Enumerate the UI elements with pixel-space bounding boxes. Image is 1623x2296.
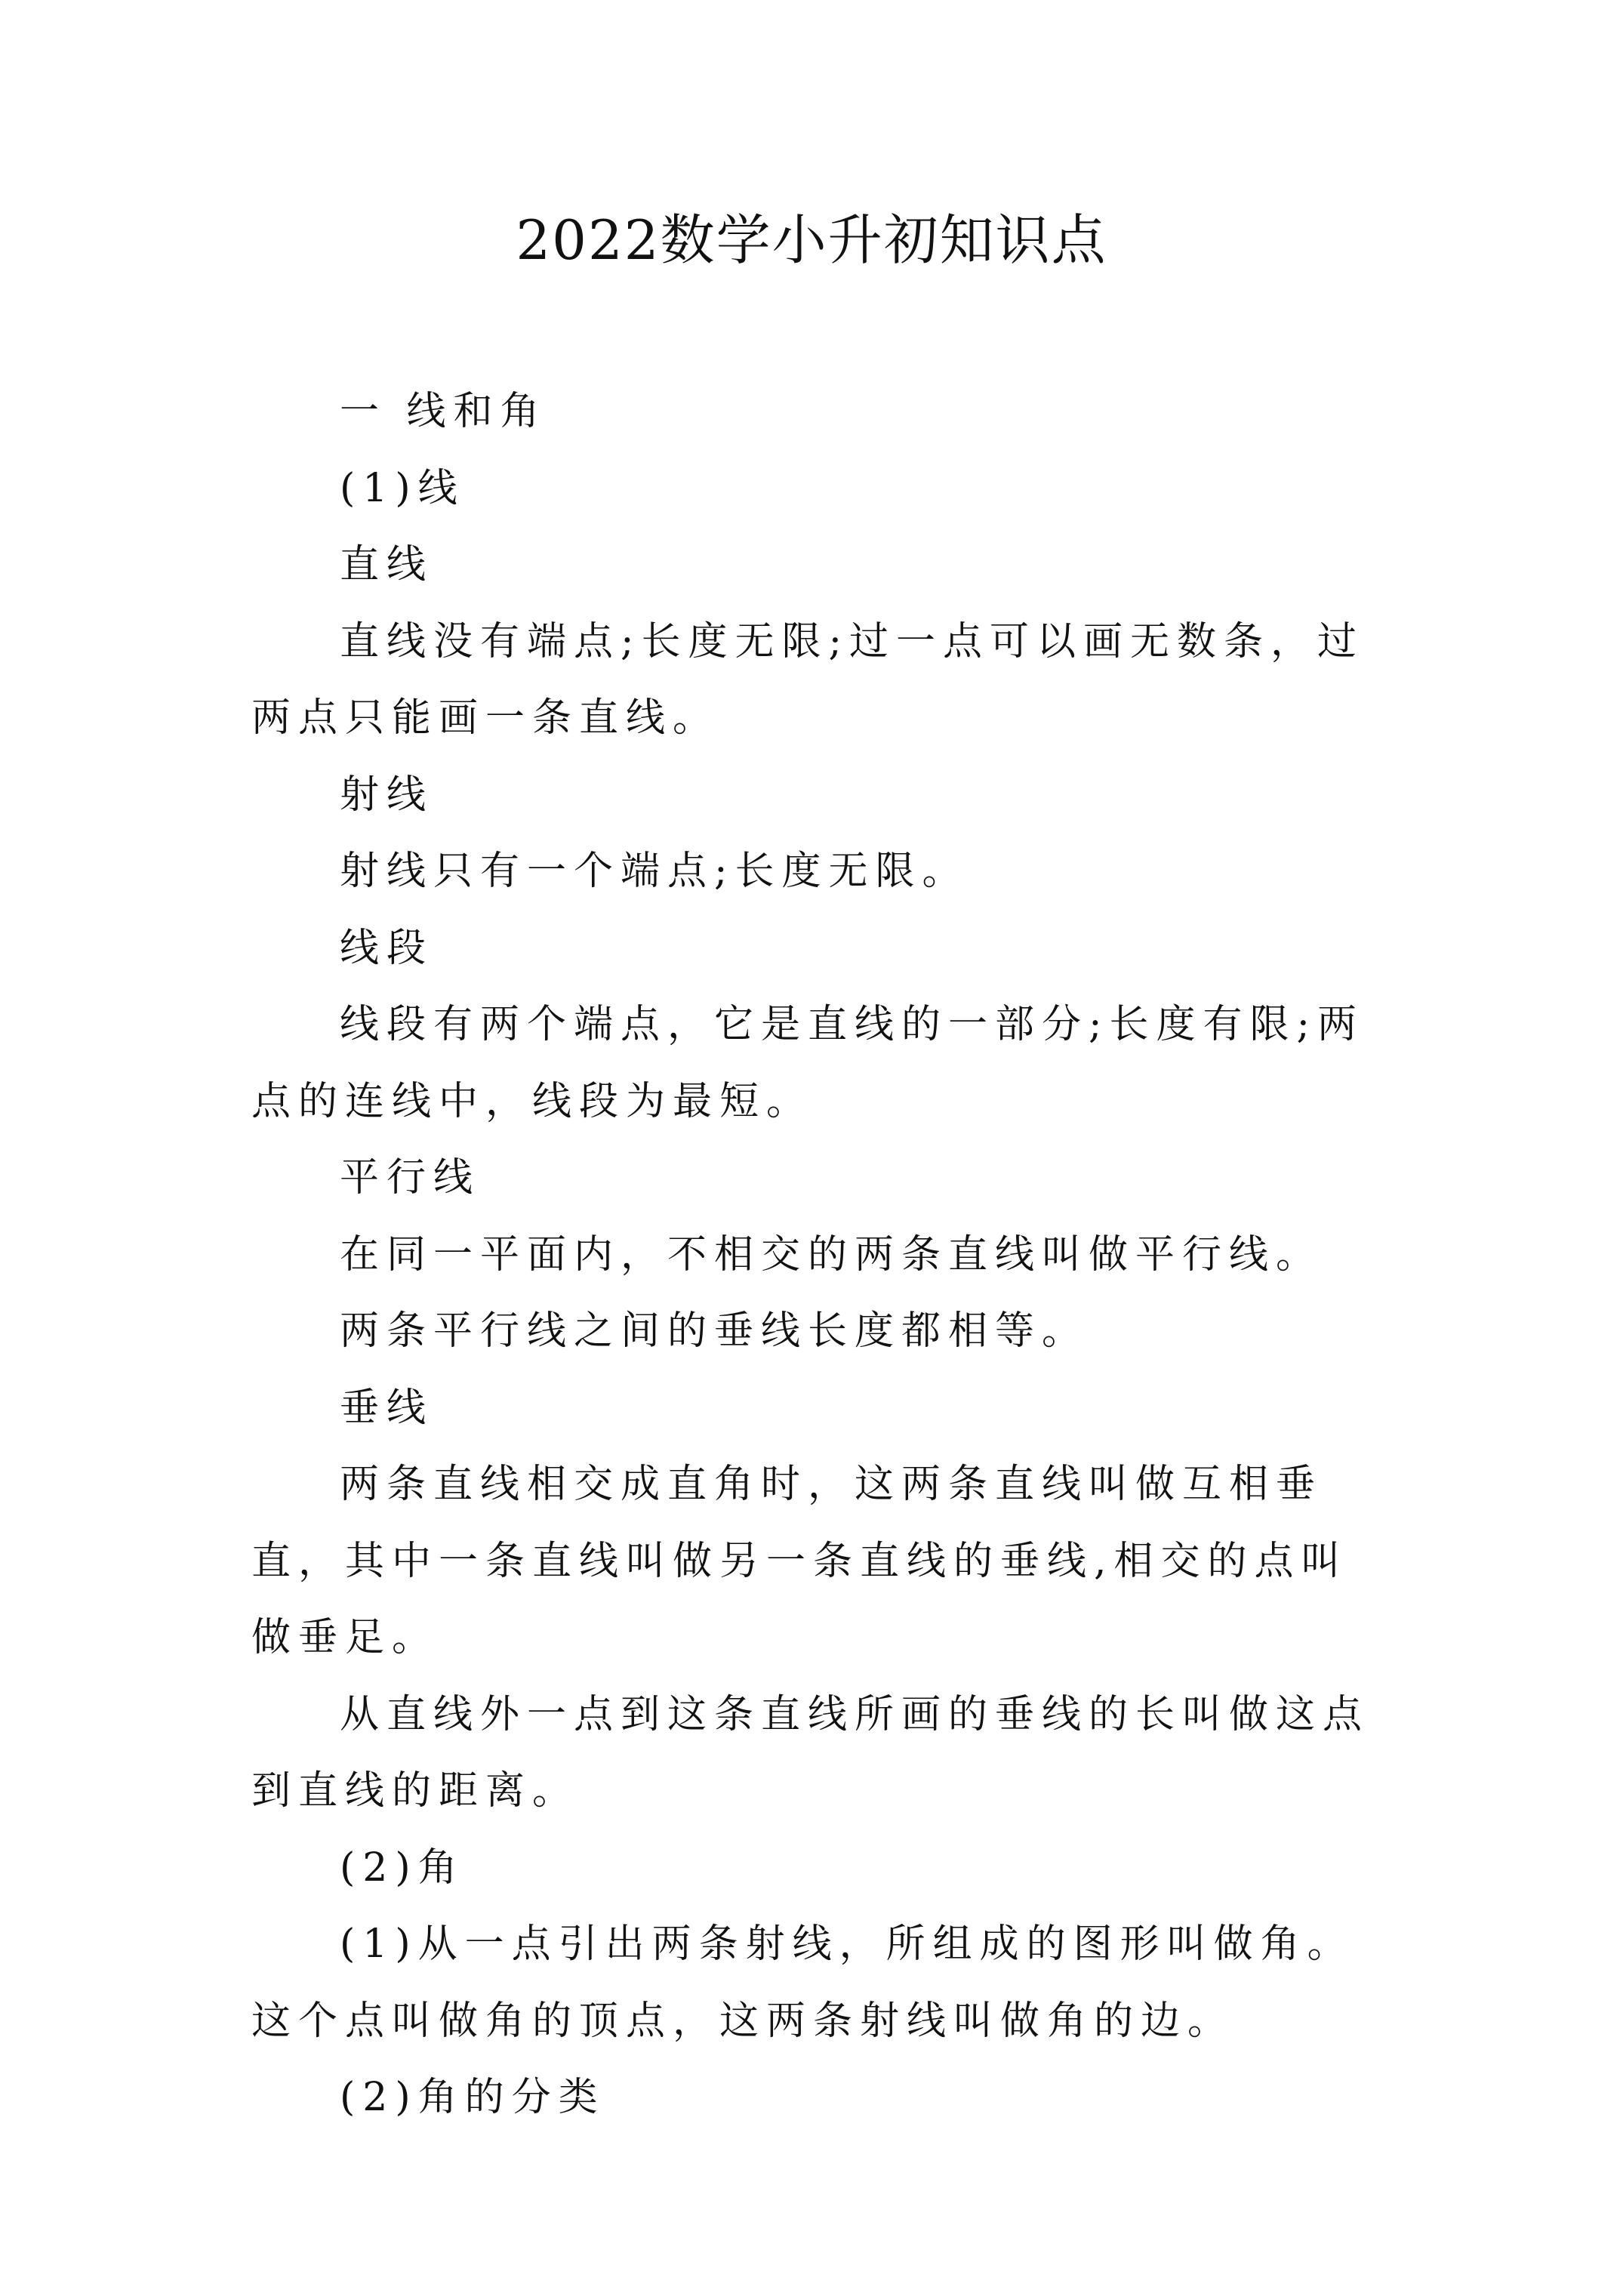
term-heading-straight-line: 直线	[340, 542, 434, 587]
term-heading-perpendicular: 垂线	[340, 1385, 434, 1431]
subsection-heading-lines: (1)线	[340, 465, 465, 511]
definition-perpendicular: 两条直线相交成直角时，这两条直线叫做互相垂直，其中一条直线叫做另一条直线的垂线,相交的点叫做垂足。	[251, 1462, 1348, 1660]
definition-parallel-lines: 在同一平面内，不相交的两条直线叫做平行线。	[340, 1231, 1323, 1277]
definition-segment: 线段有两个端点，它是直线的一部分;长度有限;两点的连线中，线段为最短。	[251, 1002, 1365, 1124]
section-heading-lines-and-angles: 一 线和角	[340, 389, 547, 434]
term-heading-parallel-lines: 平行线	[340, 1155, 481, 1200]
document-title: 2022数学小升初知识点	[516, 208, 1107, 272]
subsection-heading-angles: (2)角	[340, 1845, 465, 1891]
definition-ray: 射线只有一个端点;长度无限。	[340, 849, 969, 894]
property-parallel-lines: 两条平行线之间的垂线长度都相等。	[340, 1308, 1089, 1354]
term-heading-ray: 射线	[340, 772, 434, 818]
definition-distance: 从直线外一点到这条直线所画的垂线的长叫做这点到直线的距离。	[251, 1691, 1370, 1814]
heading-angle-classification: (2)角的分类	[340, 2075, 605, 2120]
definition-angle: (1)从一点引出两条射线，所组成的图形叫做角。这个点叫做角的顶点，这两条射线叫做角的边。	[251, 1922, 1354, 2044]
definition-straight-line: 直线没有端点;长度无限;过一点可以画无数条，过两点只能画一条直线。	[251, 618, 1365, 741]
term-heading-segment: 线段	[340, 925, 434, 971]
document-body	[251, 374, 1384, 2137]
